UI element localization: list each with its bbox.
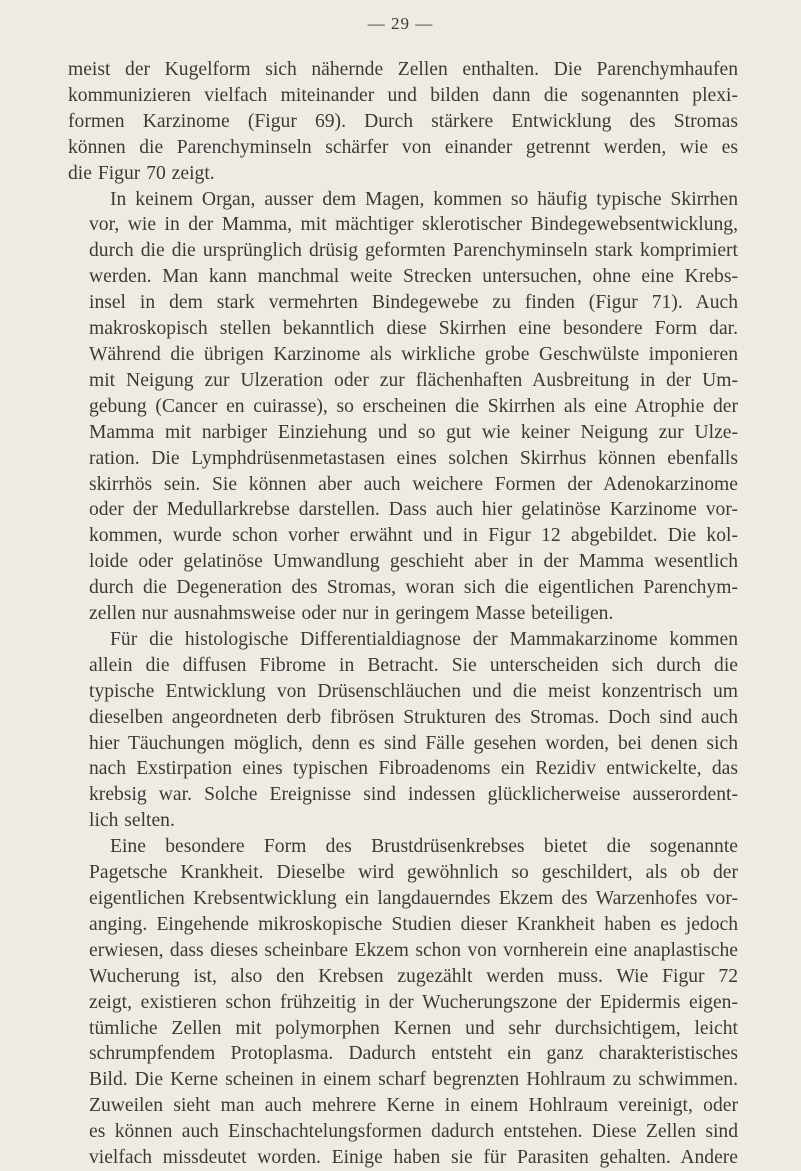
text-line: Bild. Die Kerne scheinen in einem scharf begrenzten Hohlraum zu schwimmen. xyxy=(89,1069,738,1091)
text-line: dieselben angeordneten derb fibrösen Strukturen des Stromas. Doch sind auch xyxy=(89,706,738,728)
text-line: tümliche Zellen mit polymorphen Kernen und sehr durchsichtigem, leicht xyxy=(89,1017,738,1039)
body-text xyxy=(68,57,738,1171)
text-line: Wucherung ist, also den Krebsen zugezählt werden muss. Wie Figur 72 xyxy=(89,965,738,987)
text-line: allein die diffusen Fibrome in Betracht. Sie unterscheiden sich durch die xyxy=(89,654,738,676)
text-line: kommen, wurde schon vorher erwähnt und in Figur 12 abgebildet. Die kol- xyxy=(89,525,738,547)
text-line: vor, wie in der Mamma, mit mächtiger sklerotischer Bindegewebsentwicklung, xyxy=(89,214,738,236)
paragraph xyxy=(68,57,738,187)
text-line: anging. Eingehende mikroskopische Studien dieser Krankheit haben es jedoch xyxy=(89,913,738,935)
text-line: Pagetsche Krankheit. Dieselbe wird gewöhnlich so geschildert, als ob der xyxy=(89,862,738,884)
text-line: Zuweilen sieht man auch mehrere Kerne in einem Hohlraum vereinigt, oder xyxy=(89,1095,738,1117)
text-line: krebsig war. Solche Ereignisse sind indessen glücklicherweise ausserordent- xyxy=(89,784,738,806)
text-line: zeigt, existieren schon frühzeitig in der Wucherungszone der Epidermis eigen- xyxy=(89,991,738,1013)
text-line: Für die histologische Differentialdiagnose der Mammakarzinome kommen xyxy=(110,628,738,650)
text-line: ration. Die Lymphdrüsenmetastasen eines solchen Skirrhus können ebenfalls xyxy=(89,447,738,469)
text-line: durch die die ursprünglich drüsig geformten Parenchyminseln stark komprimiert xyxy=(89,240,738,262)
text-line: Eine besondere Form des Brustdrüsenkrebses bietet die sogenannte xyxy=(110,836,738,858)
text-line: Während die übrigen Karzinome als wirkliche grobe Geschwülste imponieren xyxy=(89,343,738,365)
text-line: eigentlichen Krebsentwicklung ein langdauerndes Ekzem des Warzenhofes vor- xyxy=(89,888,738,909)
paragraph xyxy=(68,627,738,834)
text-line: skirrhös sein. Sie können aber auch weichere Formen der Adenokarzinome xyxy=(89,473,738,495)
text-line: meist der Kugelform sich nähernde Zellen enthalten. Die Parenchymhaufen xyxy=(68,59,738,80)
text-line: durch die Degeneration des Stromas, woran sich die eigentlichen Parenchym- xyxy=(89,577,738,599)
page-number: — 29 — xyxy=(367,14,434,33)
text-line: zellen nur ausnahmsweise oder nur in geringem Masse beteiligen. xyxy=(89,603,614,625)
text-line: typische Entwicklung von Drüsenschläuchen und die meist konzentrisch um xyxy=(89,680,738,702)
text-line: es können auch Einschachtelungsformen dadurch entstehen. Diese Zellen sind xyxy=(89,1121,738,1143)
text-line: Mamma mit narbiger Einziehung und so gut wie keiner Neigung zur Ulze- xyxy=(89,421,738,443)
text-line: mit Neigung zur Ulzeration oder zur flächenhaften Ausbreitung in der Um- xyxy=(89,369,738,391)
text-line: lich selten. xyxy=(89,810,175,832)
paragraph xyxy=(68,187,738,627)
text-line: oder der Medullarkrebse darstellen. Dass auch hier gelatinöse Karzinome vor- xyxy=(89,499,738,521)
text-line: vielfach missdeutet worden. Einige haben sie für Parasiten gehalten. Andere xyxy=(89,1147,738,1169)
paragraph xyxy=(68,834,738,1171)
text-line: loide oder gelatinöse Umwandlung geschieht aber in der Mamma wesentlich xyxy=(89,551,738,573)
text-line: formen Karzinome (Figur 69). Durch stärkere Entwicklung des Stromas xyxy=(68,110,738,132)
text-line: die Figur 70 zeigt. xyxy=(68,162,215,184)
text-line: In keinem Organ, ausser dem Magen, kommen so häufig typische Skirrhen xyxy=(110,188,738,210)
text-line: hier Täuchungen möglich, denn es sind Fälle gesehen worden, bei denen sich xyxy=(89,732,738,754)
text-line: insel in dem stark vermehrten Bindegewebe zu finden (Figur 71). Auch xyxy=(89,292,738,314)
text-line: schrumpfendem Protoplasma. Dadurch entsteht ein ganz charakteristisches xyxy=(89,1043,738,1065)
text-line: makroskopisch stellen bekanntlich diese Skirrhen eine besondere Form dar. xyxy=(89,318,738,340)
text-line: werden. Man kann manchmal weite Strecken untersuchen, ohne eine Krebs- xyxy=(89,266,738,288)
text-line: nach Exstirpation eines typischen Fibroadenoms ein Rezidiv entwickelte, das xyxy=(89,758,738,780)
text-line: können die Parenchyminseln schärfer von einander getrennt werden, wie es xyxy=(68,136,738,158)
text-line: kommunizieren vielfach miteinander und bilden dann die sogenannten plexi- xyxy=(68,84,738,106)
text-line: erwiesen, dass dieses scheinbare Ekzem schon von vornherein eine anaplastische xyxy=(89,939,738,961)
text-line: gebung (Cancer en cuirasse), so erscheinen die Skirrhen als eine Atrophie der xyxy=(89,395,738,417)
